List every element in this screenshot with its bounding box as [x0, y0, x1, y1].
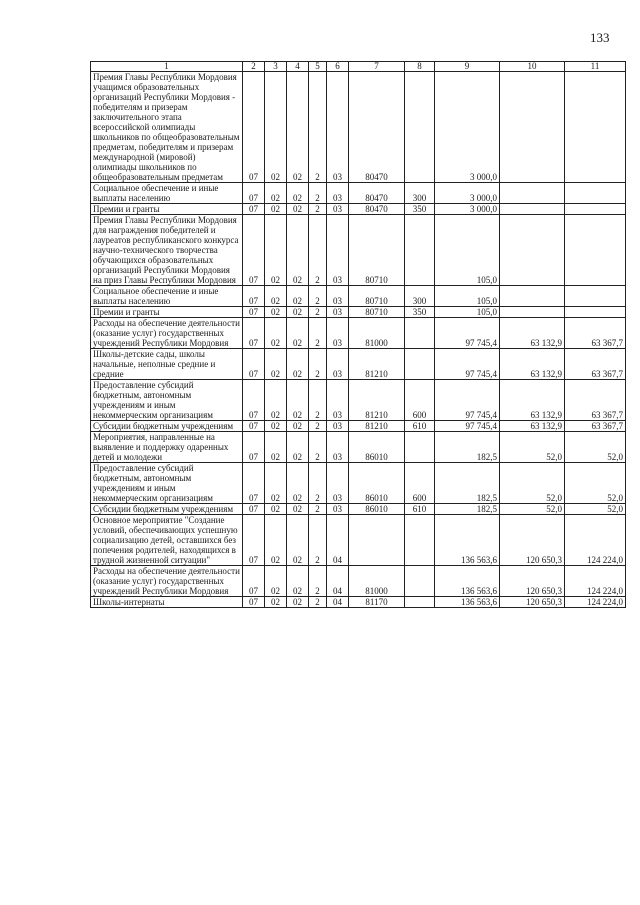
amount-cell: 63 132,9	[500, 421, 565, 432]
code-cell: 03	[327, 204, 349, 215]
code-cell: 02	[287, 380, 309, 421]
column-header: 1	[91, 62, 243, 72]
code-cell: 2	[309, 463, 327, 504]
code-cell: 07	[243, 432, 265, 463]
amount-cell: 3 000,0	[435, 183, 500, 204]
code-cell: 02	[287, 566, 309, 597]
code-cell: 07	[243, 504, 265, 515]
amount-cell: 52,0	[500, 463, 565, 504]
code-cell: 02	[265, 504, 287, 515]
code-cell	[349, 515, 405, 566]
amount-cell: 3 000,0	[435, 204, 500, 215]
amount-cell: 63 132,9	[500, 318, 565, 349]
code-cell: 02	[265, 421, 287, 432]
code-cell: 2	[309, 215, 327, 286]
amount-cell	[565, 286, 626, 307]
table-row	[91, 72, 626, 183]
row-name: Премии и гранты	[91, 307, 243, 318]
code-cell: 07	[243, 72, 265, 183]
amount-cell: 136 563,6	[435, 515, 500, 566]
amount-cell: 105,0	[435, 286, 500, 307]
amount-cell	[565, 72, 626, 183]
table-row	[91, 566, 626, 597]
code-cell: 2	[309, 72, 327, 183]
code-cell: 02	[287, 286, 309, 307]
code-cell: 07	[243, 463, 265, 504]
table-row	[91, 349, 626, 380]
code-cell: 2	[309, 597, 327, 608]
code-cell: 02	[265, 72, 287, 183]
code-cell: 07	[243, 215, 265, 286]
code-cell: 81170	[349, 597, 405, 608]
row-name: Школы-интернаты	[91, 597, 243, 608]
code-cell	[405, 432, 435, 463]
code-cell: 07	[243, 597, 265, 608]
code-cell: 2	[309, 204, 327, 215]
amount-cell: 52,0	[565, 463, 626, 504]
amount-cell	[565, 307, 626, 318]
code-cell	[405, 215, 435, 286]
code-cell: 2	[309, 318, 327, 349]
code-cell: 02	[287, 349, 309, 380]
code-cell: 80470	[349, 204, 405, 215]
code-cell: 02	[287, 307, 309, 318]
code-cell: 610	[405, 421, 435, 432]
code-cell: 02	[287, 515, 309, 566]
row-name: Расходы на обеспечение деятельности (оказание услуг) государственных учреждений Республики Мордовия	[91, 566, 243, 597]
code-cell: 80710	[349, 286, 405, 307]
amount-cell: 136 563,6	[435, 566, 500, 597]
row-name: Социальное обеспечение и иные выплаты населению	[91, 286, 243, 307]
amount-cell: 63 367,7	[565, 318, 626, 349]
code-cell: 07	[243, 204, 265, 215]
code-cell: 03	[327, 421, 349, 432]
code-cell: 80470	[349, 72, 405, 183]
row-name: Предоставление субсидий бюджетным, автономным учреждениям и иным некоммерческим организациям	[91, 380, 243, 421]
code-cell: 300	[405, 183, 435, 204]
code-cell	[405, 72, 435, 183]
table-row	[91, 504, 626, 515]
code-cell: 600	[405, 380, 435, 421]
amount-cell: 120 650,3	[500, 515, 565, 566]
row-name: Премия Главы Республики Мордовия учащимся образовательных организаций Республики Мордовия - победителям и призерам заключительного этапа всероссийской олимпиады школьников по общеобразовательным предметам, победителям и призерам международной (мировой) олимпиады школьников по общеобразовательным предметам	[91, 72, 243, 183]
code-cell: 2	[309, 286, 327, 307]
code-cell: 600	[405, 463, 435, 504]
amount-cell: 124 224,0	[565, 515, 626, 566]
code-cell: 03	[327, 183, 349, 204]
column-header: 4	[287, 62, 309, 72]
code-cell: 07	[243, 307, 265, 318]
code-cell: 81000	[349, 318, 405, 349]
amount-cell: 182,5	[435, 463, 500, 504]
amount-cell: 97 745,4	[435, 349, 500, 380]
code-cell: 86010	[349, 504, 405, 515]
code-cell: 80710	[349, 215, 405, 286]
code-cell: 03	[327, 318, 349, 349]
row-name: Школы-детские сады, школы начальные, неполные средние и средние	[91, 349, 243, 380]
amount-cell	[500, 183, 565, 204]
code-cell: 2	[309, 504, 327, 515]
column-header: 11	[565, 62, 626, 72]
code-cell: 02	[265, 349, 287, 380]
column-header: 8	[405, 62, 435, 72]
amount-cell: 120 650,3	[500, 597, 565, 608]
amount-cell: 3 000,0	[435, 72, 500, 183]
table-row	[91, 286, 626, 307]
column-header: 2	[243, 62, 265, 72]
amount-cell	[500, 286, 565, 307]
code-cell: 02	[265, 597, 287, 608]
code-cell: 02	[287, 72, 309, 183]
amount-cell: 97 745,4	[435, 318, 500, 349]
code-cell: 02	[287, 318, 309, 349]
code-cell: 2	[309, 432, 327, 463]
code-cell: 80470	[349, 183, 405, 204]
code-cell: 07	[243, 566, 265, 597]
code-cell: 2	[309, 566, 327, 597]
code-cell: 81210	[349, 349, 405, 380]
code-cell: 2	[309, 421, 327, 432]
header-row	[91, 62, 626, 72]
table-row	[91, 515, 626, 566]
code-cell: 07	[243, 515, 265, 566]
code-cell: 02	[265, 380, 287, 421]
code-cell: 81210	[349, 380, 405, 421]
code-cell: 02	[265, 515, 287, 566]
code-cell: 02	[287, 463, 309, 504]
column-header: 6	[327, 62, 349, 72]
amount-cell	[565, 204, 626, 215]
code-cell: 03	[327, 349, 349, 380]
table-row	[91, 318, 626, 349]
row-name: Субсидии бюджетным учреждениям	[91, 421, 243, 432]
code-cell: 350	[405, 307, 435, 318]
code-cell: 80710	[349, 307, 405, 318]
amount-cell: 136 563,6	[435, 597, 500, 608]
code-cell: 2	[309, 515, 327, 566]
column-header: 9	[435, 62, 500, 72]
table-row	[91, 380, 626, 421]
code-cell: 02	[265, 566, 287, 597]
amount-cell: 63 367,7	[565, 380, 626, 421]
row-name: Мероприятия, направленные на выявление и поддержку одаренных детей и молодежи	[91, 432, 243, 463]
code-cell: 03	[327, 380, 349, 421]
row-name: Субсидии бюджетным учреждениям	[91, 504, 243, 515]
code-cell: 2	[309, 349, 327, 380]
amount-cell	[565, 215, 626, 286]
code-cell: 04	[327, 597, 349, 608]
column-header: 10	[500, 62, 565, 72]
column-header: 7	[349, 62, 405, 72]
row-name: Основное мероприятие "Создание условий, обеспечивающих успешную социализацию детей, оставшихся без попечения родителей, находящихся в трудной жизненной ситуации"	[91, 515, 243, 566]
amount-cell: 124 224,0	[565, 566, 626, 597]
code-cell: 02	[265, 286, 287, 307]
amount-cell	[565, 183, 626, 204]
table-row	[91, 183, 626, 204]
code-cell: 07	[243, 380, 265, 421]
amount-cell: 105,0	[435, 307, 500, 318]
code-cell: 02	[265, 215, 287, 286]
table-row	[91, 421, 626, 432]
code-cell: 07	[243, 318, 265, 349]
table-row	[91, 307, 626, 318]
code-cell	[405, 349, 435, 380]
code-cell: 02	[265, 318, 287, 349]
code-cell	[405, 318, 435, 349]
code-cell: 86010	[349, 463, 405, 504]
code-cell: 2	[309, 380, 327, 421]
table-row	[91, 463, 626, 504]
amount-cell: 105,0	[435, 215, 500, 286]
code-cell: 81000	[349, 566, 405, 597]
amount-cell: 52,0	[565, 504, 626, 515]
code-cell: 07	[243, 349, 265, 380]
code-cell: 02	[287, 215, 309, 286]
row-name: Предоставление субсидий бюджетным, автономным учреждениям и иным некоммерческим организациям	[91, 463, 243, 504]
amount-cell: 182,5	[435, 432, 500, 463]
amount-cell	[500, 72, 565, 183]
code-cell: 2	[309, 307, 327, 318]
code-cell: 02	[265, 463, 287, 504]
code-cell: 02	[265, 307, 287, 318]
code-cell: 04	[327, 515, 349, 566]
amount-cell: 63 367,7	[565, 349, 626, 380]
amount-cell: 63 132,9	[500, 380, 565, 421]
code-cell	[405, 515, 435, 566]
budget-table	[90, 61, 626, 608]
code-cell: 86010	[349, 432, 405, 463]
amount-cell	[500, 307, 565, 318]
amount-cell	[500, 215, 565, 286]
code-cell: 02	[287, 421, 309, 432]
code-cell: 02	[287, 597, 309, 608]
amount-cell: 52,0	[565, 432, 626, 463]
page-number: 133	[590, 30, 610, 45]
code-cell: 81210	[349, 421, 405, 432]
code-cell: 350	[405, 204, 435, 215]
code-cell: 2	[309, 183, 327, 204]
code-cell: 03	[327, 215, 349, 286]
table-row	[91, 597, 626, 608]
code-cell: 03	[327, 72, 349, 183]
code-cell: 07	[243, 421, 265, 432]
amount-cell: 97 745,4	[435, 421, 500, 432]
code-cell: 07	[243, 286, 265, 307]
code-cell: 03	[327, 286, 349, 307]
code-cell: 02	[287, 204, 309, 215]
amount-cell: 63 367,7	[565, 421, 626, 432]
column-header: 3	[265, 62, 287, 72]
code-cell: 07	[243, 183, 265, 204]
code-cell: 300	[405, 286, 435, 307]
amount-cell: 182,5	[435, 504, 500, 515]
row-name: Социальное обеспечение и иные выплаты населению	[91, 183, 243, 204]
code-cell: 02	[265, 204, 287, 215]
amount-cell: 120 650,3	[500, 566, 565, 597]
row-name: Премия Главы Республики Мордовия для награждения победителей и лауреатов республиканского конкурса научно-технического творчества обучающихся образовательных организаций Республики Мордовия на приз Главы Республики Мордовия	[91, 215, 243, 286]
code-cell: 02	[287, 432, 309, 463]
amount-cell	[500, 204, 565, 215]
code-cell	[405, 566, 435, 597]
code-cell: 03	[327, 307, 349, 318]
code-cell: 02	[287, 183, 309, 204]
amount-cell: 63 132,9	[500, 349, 565, 380]
code-cell: 03	[327, 504, 349, 515]
amount-cell: 52,0	[500, 432, 565, 463]
code-cell: 04	[327, 566, 349, 597]
code-cell: 02	[265, 183, 287, 204]
code-cell: 03	[327, 463, 349, 504]
table-row	[91, 432, 626, 463]
code-cell: 02	[287, 504, 309, 515]
table-row	[91, 204, 626, 215]
amount-cell: 97 745,4	[435, 380, 500, 421]
code-cell: 610	[405, 504, 435, 515]
amount-cell: 124 224,0	[565, 597, 626, 608]
amount-cell: 52,0	[500, 504, 565, 515]
row-name: Расходы на обеспечение деятельности (оказание услуг) государственных учреждений Республики Мордовия	[91, 318, 243, 349]
column-header: 5	[309, 62, 327, 72]
code-cell	[405, 597, 435, 608]
code-cell: 03	[327, 432, 349, 463]
code-cell: 02	[265, 432, 287, 463]
table-row	[91, 215, 626, 286]
row-name: Премии и гранты	[91, 204, 243, 215]
